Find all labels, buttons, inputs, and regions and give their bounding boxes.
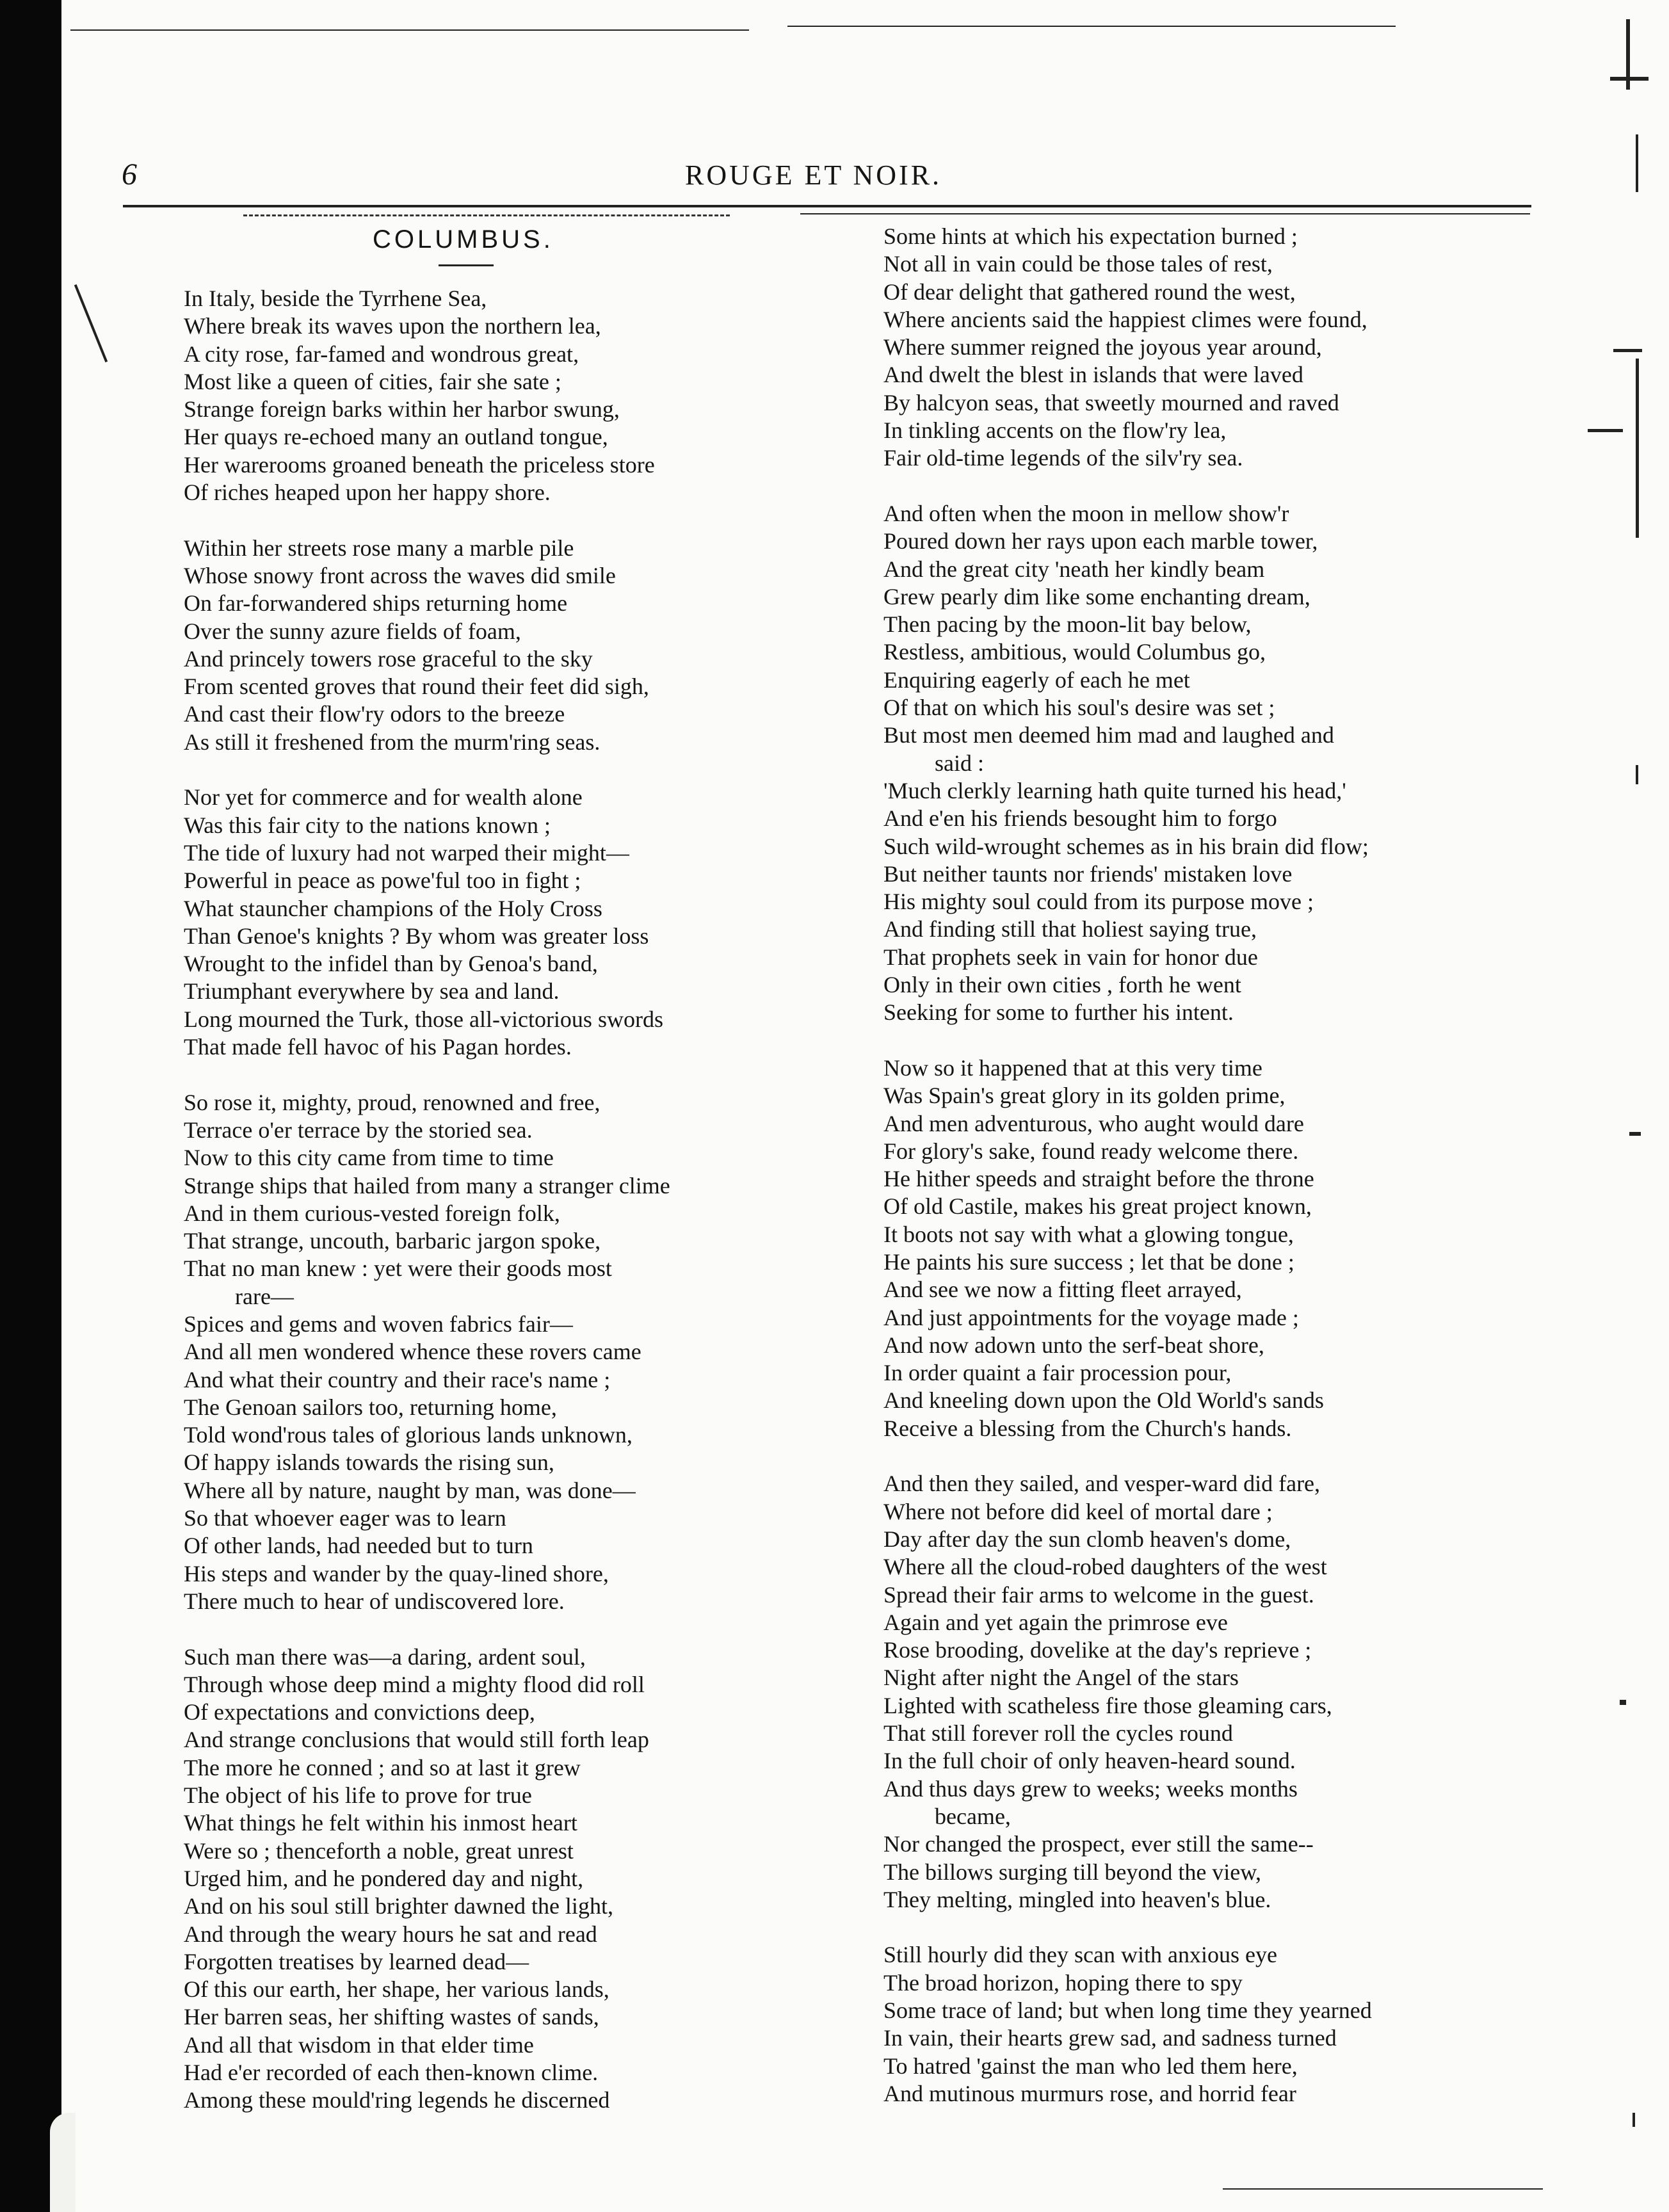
- poem-line: Where not before did keel of mortal dare ;: [883, 1498, 1273, 1524]
- margin-mark-right-5: [1636, 765, 1638, 784]
- poem-line: Where all by nature, naught by man, was done—: [184, 1477, 636, 1503]
- poem-line: It boots not say with what a glowing tongue,: [883, 1221, 1294, 1247]
- poem-line: A city rose, far-famed and wondrous great,: [184, 341, 579, 367]
- poem-line: He hither speeds and straight before the throne: [883, 1166, 1314, 1192]
- poem-line: But most men deemed him mad and laughed and: [883, 722, 1334, 748]
- poem-line: That made fell havoc of his Pagan hordes.: [184, 1034, 572, 1060]
- poem-line: Was this fair city to the nations known ;: [184, 812, 551, 838]
- poem-line: And the great city 'neath her kindly beam: [883, 556, 1265, 582]
- poem-line: On far-forwandered ships returning home: [184, 590, 568, 617]
- poem-line: Spices and gems and woven fabrics fair—: [184, 1311, 573, 1337]
- poem-line: His mighty soul could from its purpose move ;: [883, 889, 1314, 915]
- poem-line: Her warerooms groaned beneath the priceless store: [184, 451, 655, 478]
- poem-line: Of happy islands towards the rising sun,: [184, 1449, 554, 1476]
- poem-line: That still forever roll the cycles round: [883, 1720, 1233, 1747]
- poem-title: COLUMBUS.: [373, 225, 554, 254]
- poem-line: Day after day the sun clomb heaven's dome,: [883, 1526, 1291, 1552]
- stanza-break: [883, 1442, 1527, 1470]
- poem-line: Such man there was—a daring, ardent soul,: [184, 1643, 586, 1670]
- poem-line: Of that on which his soul's desire was set ;: [883, 695, 1275, 721]
- poem-line: Where summer reigned the joyous year around,: [883, 334, 1322, 360]
- poem-line: Of dear delight that gathered round the west,: [883, 279, 1296, 305]
- poem-line: Than Genoe's knights ? By whom was greater loss: [184, 923, 649, 949]
- poem-line: Where break its waves upon the northern lea,: [184, 313, 601, 339]
- poem-line: Of riches heaped upon her happy shore.: [184, 480, 551, 506]
- running-head: ROUGE ET NOIR.: [685, 159, 942, 191]
- poem-line: Strange ships that hailed from many a stranger clime: [184, 1172, 670, 1199]
- poem-line: Not all in vain could be those tales of rest,: [883, 251, 1273, 277]
- stanza-break: [184, 1061, 811, 1088]
- poem-line: In the full choir of only heaven-heard sound.: [883, 1748, 1296, 1774]
- poem-line: said :: [935, 750, 984, 776]
- poem-line: And strange conclusions that would still forth leap: [184, 1727, 649, 1753]
- poem-line: That strange, uncouth, barbaric jargon spoke,: [184, 1228, 601, 1254]
- poem-line: Urged him, and he pondered day and night,: [184, 1865, 584, 1891]
- poem-line: What stauncher champions of the Holy Cross: [184, 895, 602, 921]
- poem-line: Of old Castile, makes his great project known,: [883, 1193, 1312, 1220]
- poem-line: Rose brooding, dovelike at the day's reprieve ;: [883, 1637, 1312, 1663]
- poem-line: And finding still that holiest saying true,: [883, 916, 1257, 942]
- poem-line: Now to this city came from time to time: [184, 1145, 554, 1171]
- header-rule: [123, 205, 1531, 207]
- poem-line: From scented groves that round their feet did sigh,: [184, 674, 649, 700]
- margin-mark-cross: [1610, 77, 1649, 81]
- poem-line: Spread their fair arms to welcome in the guest.: [883, 1581, 1314, 1608]
- poem-line: That no man knew : yet were their goods most: [184, 1255, 612, 1282]
- poem-line: And see we now a fitting fleet arrayed,: [883, 1277, 1242, 1303]
- poem-line: Among these mould'ring legends he discerned: [184, 2087, 610, 2113]
- poem-line: Her barren seas, her shifting wastes of sands,: [184, 2004, 599, 2030]
- poem-line: became,: [935, 1803, 1011, 1829]
- poem-line: His steps and wander by the quay-lined shore,: [184, 1560, 609, 1586]
- poem-line: And then they sailed, and vesper-ward did fare,: [883, 1471, 1321, 1497]
- poem-line: Then pacing by the moon-lit bay below,: [883, 611, 1252, 638]
- margin-mark-right-1: [1636, 134, 1638, 192]
- poem-line: And what their country and their race's name ;: [184, 1366, 611, 1393]
- poem-line: And now adown unto the serf-beat shore,: [883, 1332, 1264, 1358]
- poem-line: Poured down her rays upon each marble tower,: [883, 528, 1318, 554]
- poem-line: The more he conned ; and so at last it grew: [184, 1754, 581, 1780]
- page-number: 6: [122, 157, 137, 191]
- poem-line: Most like a queen of cities, fair she sate ;: [184, 368, 561, 394]
- poem-line: They melting, mingled into heaven's blue.: [883, 1886, 1271, 1912]
- poem-line: Of this our earth, her shape, her various lands,: [184, 1976, 609, 2003]
- poem-line: Nor changed the prospect, ever still the same--: [883, 1831, 1314, 1857]
- poem-line: As still it freshened from the murm'ring seas.: [184, 729, 601, 755]
- poem-line: Where ancients said the happiest climes were found,: [883, 306, 1367, 332]
- poem-line: And princely towers rose graceful to the sky: [184, 645, 593, 672]
- poem-line: Powerful in peace as powe'ful too in fight ;: [184, 868, 581, 894]
- poem-line: What things he felt within his inmost heart: [184, 1810, 577, 1836]
- poem-line: In Italy, beside the Tyrrhene Sea,: [184, 286, 487, 311]
- margin-mark-right-4: [1588, 429, 1623, 432]
- poem-line: Terrace o'er terrace by the storied sea.: [184, 1117, 533, 1143]
- poem-line: Grew pearly dim like some enchanting dream,: [883, 583, 1310, 610]
- margin-mark-right-3: [1613, 349, 1642, 352]
- poem-line: Lighted with scatheless fire those gleaming cars,: [883, 1692, 1332, 1718]
- poem-line: And kneeling down upon the Old World's sands: [883, 1387, 1324, 1414]
- poem-line: 'Much clerkly learning hath quite turned his head,': [883, 777, 1346, 803]
- poem-line: The billows surging till beyond the view,: [883, 1859, 1261, 1885]
- stanza-break: [184, 1615, 811, 1643]
- poem-line: And thus days grew to weeks; weeks months: [883, 1775, 1298, 1802]
- poem-line: Where all the cloud-robed daughters of the west: [883, 1554, 1327, 1580]
- poem-line: Fair old-time legends of the silv'ry sea.: [883, 445, 1243, 471]
- poem-line: In tinkling accents on the flow'ry lea,: [883, 417, 1227, 444]
- poem-line: And through the weary hours he sat and read: [184, 1921, 597, 1947]
- margin-mark-right-6: [1629, 1132, 1641, 1136]
- poem-line: Again and yet again the primrose eve: [883, 1609, 1228, 1635]
- poem-line: Only in their own cities , forth he went: [883, 972, 1241, 998]
- poem-line: To hatred 'gainst the man who led them here,: [883, 2053, 1298, 2079]
- poem-line: And men adventurous, who aught would dare: [883, 1110, 1304, 1136]
- header-sub-rule: [800, 213, 1530, 214]
- poem-line: The Genoan sailors too, returning home,: [184, 1394, 557, 1420]
- poem-line: And just appointments for the voyage made ;: [883, 1304, 1299, 1330]
- header-dashed-rule: [243, 214, 730, 216]
- poem-left-column: [184, 285, 811, 2115]
- poem-line: The object of his life to prove for true: [184, 1782, 532, 1809]
- poem-line: The broad horizon, hoping there to spy: [883, 1969, 1243, 1996]
- top-scan-rule-right: [787, 26, 1396, 27]
- poem-line: Was Spain's great glory in its golden prime,: [883, 1083, 1286, 1109]
- poem-line: And mutinous murmurs rose, and horrid fear: [883, 2080, 1296, 2106]
- poem-line: Through whose deep mind a mighty flood did roll: [184, 1671, 645, 1697]
- poem-line: And cast their flow'ry odors to the breeze: [184, 701, 565, 727]
- poem-line: And e'en his friends besought him to forgo: [883, 805, 1277, 832]
- poem-line: Such wild-wrought schemes as in his brain did flow;: [883, 833, 1369, 859]
- margin-mark-right-2: [1636, 359, 1639, 538]
- stanza-break: [184, 506, 811, 534]
- poem-line: Nor yet for commerce and for wealth alone: [184, 784, 583, 811]
- poem-line: So that whoever eager was to learn: [184, 1505, 506, 1531]
- poem-line: And all men wondered whence these rovers came: [184, 1339, 641, 1365]
- poem-line: Night after night the Angel of the stars: [883, 1665, 1239, 1691]
- poem-line: And all that wisdom in that elder time: [184, 2031, 534, 2058]
- poem-line: For glory's sake, found ready welcome there.: [883, 1138, 1299, 1164]
- poem-line: And in them curious-vested foreign folk,: [184, 1200, 560, 1226]
- poem-line: But neither taunts nor friends' mistaken love: [883, 860, 1293, 887]
- poem-line: And on his soul still brighter dawned the light,: [184, 1893, 613, 1919]
- poem-line: The tide of luxury had not warped their might—: [184, 839, 629, 866]
- poem-line: Over the sunny azure fields of foam,: [184, 618, 521, 644]
- stanza-break: [883, 1914, 1527, 1941]
- poem-line: Some hints at which his expectation burned ;: [883, 223, 1298, 249]
- poem-line: There much to hear of undiscovered lore.: [184, 1588, 565, 1614]
- poem-line: Had e'er recorded of each then-known clime.: [184, 2060, 599, 2085]
- poem-line: Still hourly did they scan with anxious eye: [883, 1942, 1277, 1968]
- poem-line: Strange foreign barks within her harbor swung,: [184, 396, 620, 423]
- poem-line: And dwelt the blest in islands that were laved: [883, 362, 1303, 388]
- poem-line: rare—: [235, 1283, 294, 1309]
- poem-line: In order quaint a fair procession pour,: [883, 1360, 1232, 1386]
- poem-line: And often when the moon in mellow show'r: [883, 500, 1289, 526]
- title-rule: [439, 264, 494, 266]
- poem-line: Enquiring eagerly of each he met: [883, 666, 1190, 693]
- margin-mark-right-8: [1633, 2113, 1635, 2127]
- book-spine-shadow: [0, 0, 61, 2212]
- poem-line: He paints his sure success ; let that be done ;: [883, 1248, 1294, 1275]
- poem-line: Of other lands, had needed but to turn: [184, 1533, 533, 1559]
- margin-mark-right-7: [1620, 1700, 1626, 1705]
- poem-line: That prophets seek in vain for honor due: [883, 944, 1258, 970]
- poem-line: Of expectations and convictions deep,: [184, 1699, 535, 1725]
- poem-line: Receive a blessing from the Church's hands.: [883, 1415, 1292, 1441]
- poem-line: Wrought to the infidel than by Genoa's band,: [184, 951, 598, 977]
- poem-line: Forgotten treatises by learned dead—: [184, 1948, 529, 1974]
- poem-right-column: [883, 223, 1527, 2108]
- poem-line: Seeking for some to further his intent.: [883, 999, 1234, 1026]
- bottom-rule: [1223, 2188, 1543, 2190]
- poem-line: Told wond'rous tales of glorious lands unknown,: [184, 1422, 633, 1448]
- poem-line: Some trace of land; but when long time they yearned: [883, 1998, 1372, 2023]
- stanza-break: [184, 756, 811, 784]
- top-scan-rule: [70, 29, 749, 31]
- stanza-break: [883, 472, 1527, 500]
- poem-line: Restless, ambitious, would Columbus go,: [883, 639, 1266, 665]
- poem-line: Her quays re-echoed many an outland tongue,: [184, 424, 608, 450]
- margin-mark-left: [74, 284, 108, 362]
- poem-line: Whose snowy front across the waves did smile: [184, 562, 616, 588]
- stanza-break: [883, 1027, 1527, 1054]
- poem-line: In vain, their hearts grew sad, and sadness turned: [883, 2025, 1337, 2051]
- poem-line: Now so it happened that at this very time: [883, 1054, 1262, 1081]
- page-corner: [50, 2113, 76, 2212]
- poem-line: Triumphant everywhere by sea and land.: [184, 978, 560, 1005]
- poem-line: Long mourned the Turk, those all-victorious swords: [184, 1006, 663, 1032]
- poem-line: So rose it, mighty, proud, renowned and free,: [184, 1089, 601, 1115]
- poem-line: Were so ; thenceforth a noble, great unrest: [184, 1837, 574, 1864]
- poem-line: By halcyon seas, that sweetly mourned and raved: [883, 389, 1339, 416]
- poem-line: Within her streets rose many a marble pile: [184, 535, 574, 561]
